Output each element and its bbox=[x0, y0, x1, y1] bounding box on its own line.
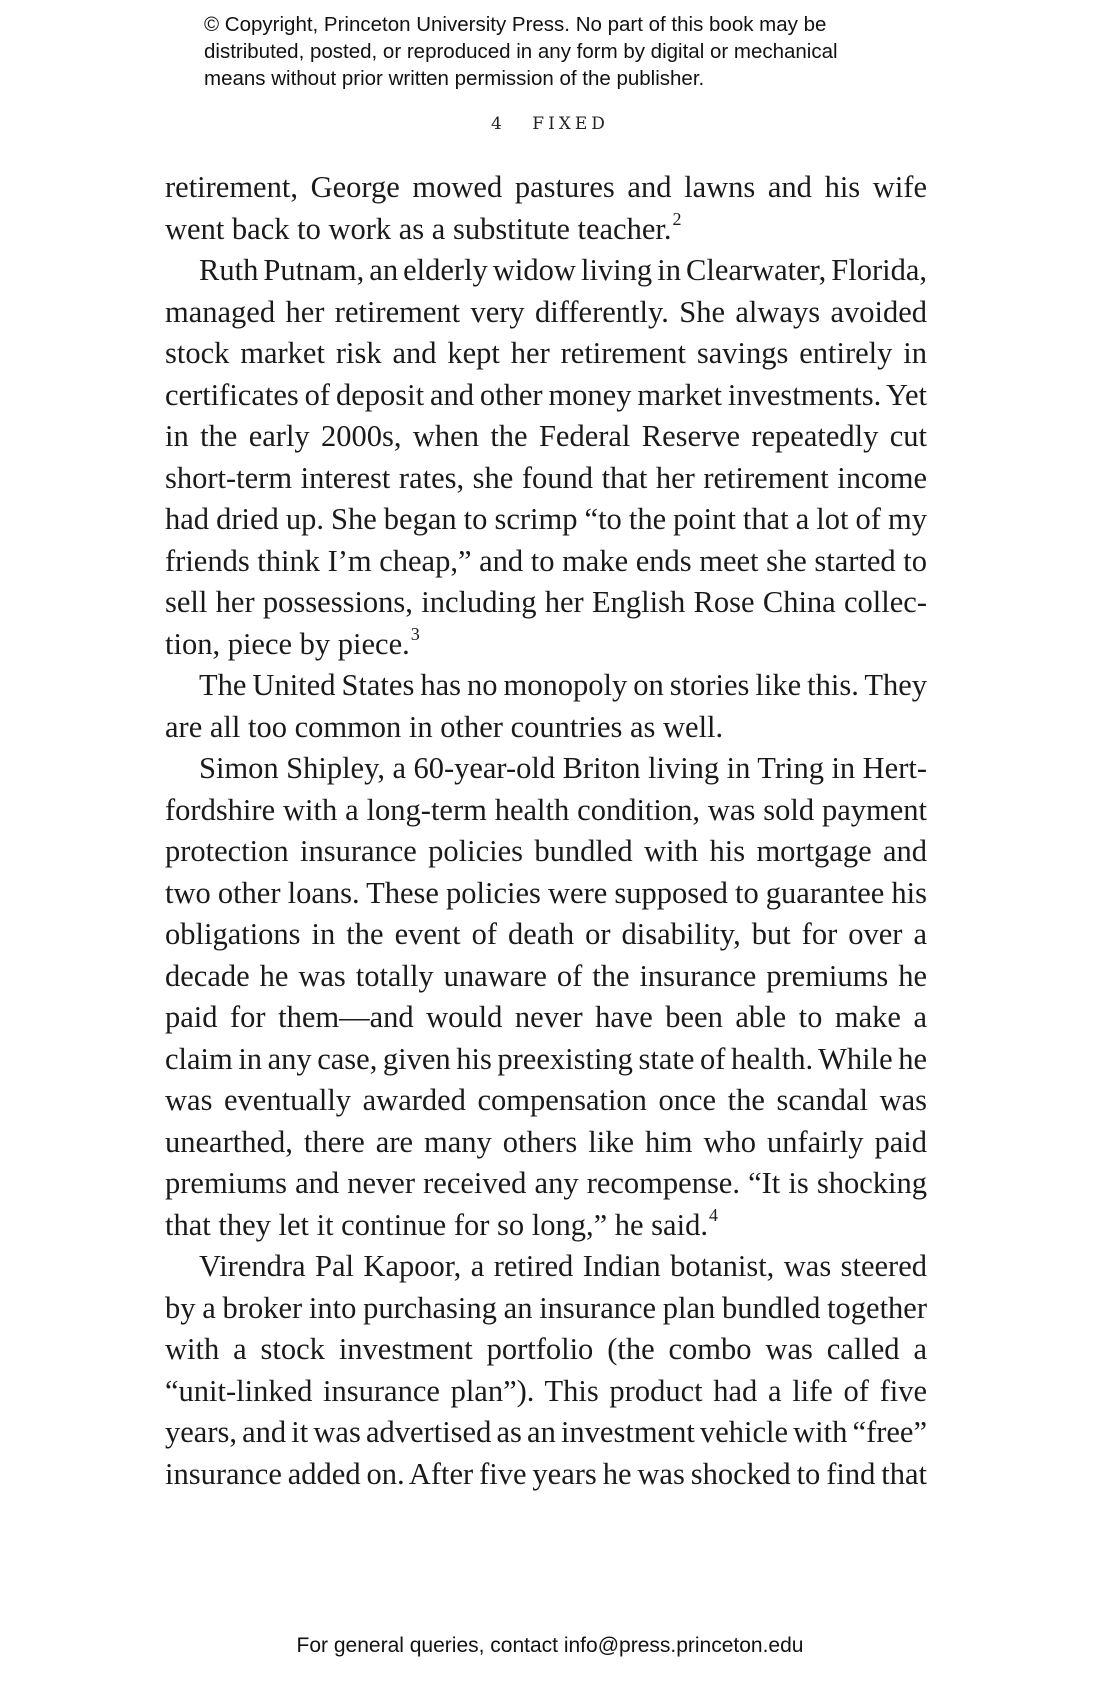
text-line bbox=[165, 541, 927, 583]
line-text: certificates of deposit and other money market investments. Yet bbox=[165, 377, 927, 412]
text-line bbox=[165, 209, 927, 251]
line-text: had dried up. She began to scrimp “to the point that a lot of my bbox=[165, 502, 927, 536]
line-text: insurance added on. After five years he was shocked to find that bbox=[165, 1456, 927, 1491]
text-line bbox=[165, 292, 927, 334]
line-text: stock market risk and kept her retirement savings entirely in bbox=[165, 336, 927, 370]
text-line bbox=[165, 333, 927, 375]
line-text: are all too common in other countries as well. bbox=[165, 709, 724, 744]
line-text: unearthed, there are many others like him who unfairly paid bbox=[165, 1124, 927, 1159]
footnote-ref[interactable]: 3 bbox=[410, 623, 420, 644]
text-line bbox=[165, 914, 927, 956]
copyright-line: means without prior written permission of the publisher. bbox=[204, 67, 705, 90]
text-line bbox=[165, 873, 927, 915]
text-line bbox=[165, 624, 927, 666]
text-line bbox=[165, 790, 927, 832]
line-text: that they let it continue for so long,” he said. bbox=[165, 1207, 708, 1242]
line-text: tion, piece by piece. bbox=[165, 626, 410, 661]
line-text: was eventually awarded compensation once the scandal was bbox=[165, 1083, 927, 1117]
text-line bbox=[165, 1371, 927, 1413]
text-line bbox=[165, 1122, 927, 1164]
text-line bbox=[165, 1163, 927, 1205]
text-line bbox=[165, 997, 927, 1039]
line-text: protection insurance policies bundled with his mortgage and bbox=[165, 834, 927, 868]
text-line bbox=[165, 707, 927, 749]
running-head-title: FIXED bbox=[532, 114, 609, 134]
line-text: Virendra Pal Kapoor, a retired Indian botanist, was steered bbox=[199, 1249, 927, 1283]
paragraph-start-line bbox=[165, 1246, 927, 1288]
line-text: short-term interest rates, she found that her retirement income bbox=[165, 460, 927, 495]
line-text: The United States has no monopoly on stories like this. They bbox=[199, 668, 927, 702]
page-number: 4 bbox=[491, 114, 502, 134]
line-text: fordshire with a long-term health condition, was sold payment bbox=[165, 792, 927, 827]
line-text: Ruth Putnam, an elderly widow living in Clearwater, Florida, bbox=[199, 253, 927, 287]
text-line bbox=[165, 1288, 927, 1330]
text-line bbox=[165, 1205, 927, 1247]
text-line bbox=[165, 956, 927, 998]
line-text: managed her retirement very differently. She always avoided bbox=[165, 294, 927, 329]
body-text bbox=[165, 167, 927, 1495]
line-text: decade he was totally unaware of the insurance premiums he bbox=[165, 958, 927, 993]
text-line bbox=[165, 375, 927, 417]
text-line bbox=[165, 1412, 927, 1454]
text-line bbox=[165, 1039, 927, 1081]
text-line bbox=[165, 1454, 927, 1496]
text-line bbox=[165, 458, 927, 500]
text-line bbox=[165, 831, 927, 873]
paragraph-start-line bbox=[165, 250, 927, 292]
line-text: retirement, George mowed pastures and lawns and his wife bbox=[165, 170, 927, 204]
text-line bbox=[165, 167, 927, 209]
line-text: with a stock investment portfolio (the combo was called a bbox=[165, 1332, 927, 1366]
line-text: “unit-linked insurance plan”). This product had a life of five bbox=[165, 1373, 927, 1408]
text-line bbox=[165, 1080, 927, 1122]
text-line bbox=[165, 416, 927, 458]
line-text: obligations in the event of death or disability, but for over a bbox=[165, 917, 927, 951]
line-text: Simon Shipley, a 60-year-old Briton living in Tring in Hert- bbox=[199, 751, 927, 785]
line-text: sell her possessions, including her English Rose China collec- bbox=[165, 585, 927, 619]
line-text: friends think I’m cheap,” and to make ends meet she started to bbox=[165, 543, 927, 578]
line-text: by a broker into purchasing an insurance plan bundled together bbox=[165, 1290, 927, 1325]
footnote-ref[interactable]: 2 bbox=[672, 208, 682, 229]
text-line bbox=[165, 582, 927, 624]
paragraph-start-line bbox=[165, 748, 927, 790]
line-text: premiums and never received any recompense. “It is shocking bbox=[165, 1166, 927, 1200]
line-text: went back to work as a substitute teacher. bbox=[165, 211, 672, 246]
line-text: claim in any case, given his preexisting state of health. While he bbox=[165, 1041, 927, 1076]
text-line bbox=[165, 1329, 927, 1371]
line-text: years, and it was advertised as an investment vehicle with “free” bbox=[165, 1415, 927, 1449]
copyright-line: © Copyright, Princeton University Press. No part of this book may be bbox=[204, 13, 827, 36]
line-text: two other loans. These policies were supposed to guarantee his bbox=[165, 875, 927, 910]
copyright-line: distributed, posted, or reproduced in any form by digital or mechanical bbox=[204, 40, 838, 63]
footnote-ref[interactable]: 4 bbox=[708, 1204, 718, 1225]
running-head bbox=[0, 114, 1100, 134]
text-line bbox=[165, 499, 927, 541]
line-text: paid for them—and would never have been able to make a bbox=[165, 1000, 927, 1034]
line-text: in the early 2000s, when the Federal Reserve repeatedly cut bbox=[165, 419, 927, 453]
paragraph-start-line bbox=[165, 665, 927, 707]
footer-contact: For general queries, contact info@press.princeton.edu bbox=[296, 1634, 804, 1657]
copyright-notice bbox=[204, 11, 924, 92]
